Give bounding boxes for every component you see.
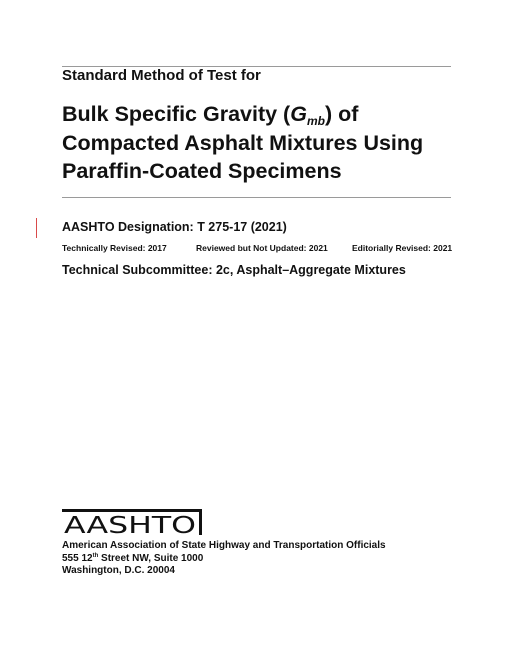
document-title bbox=[62, 100, 482, 186]
title-line-1-end: ) of bbox=[324, 102, 359, 126]
title-line-1 bbox=[62, 100, 482, 129]
street-number: 555 12 bbox=[62, 552, 93, 564]
reviewed-not-updated: Reviewed but Not Updated: 2021 bbox=[196, 243, 328, 253]
bottom-divider bbox=[62, 197, 451, 198]
gmb-symbol-subscript: mb bbox=[306, 114, 325, 128]
organization-address bbox=[62, 540, 386, 578]
organization-name: American Association of State Highway and Transportation Officials bbox=[62, 540, 386, 551]
document-kicker: Standard Method of Test for bbox=[62, 67, 261, 84]
aashto-logo bbox=[62, 509, 202, 535]
technically-revised: Technically Revised: 2017 bbox=[62, 243, 167, 253]
technical-subcommittee: Technical Subcommittee: 2c, Asphalt–Aggregate Mixtures bbox=[62, 263, 406, 277]
aashto-designation: AASHTO Designation: T 275-17 (2021) bbox=[62, 220, 287, 234]
editorially-revised: Editorially Revised: 2021 bbox=[352, 243, 453, 253]
city-line: Washington, D.C. 20004 bbox=[62, 565, 175, 576]
title-line-3: Paraffin-Coated Specimens bbox=[62, 159, 342, 183]
gmb-symbol-main: G bbox=[290, 102, 307, 126]
revision-change-bar bbox=[36, 218, 37, 238]
ordinal-suffix: th bbox=[92, 552, 99, 559]
street-name: Street NW, Suite 1000 bbox=[98, 552, 204, 564]
gmb-symbol bbox=[290, 102, 325, 126]
aashto-logo-wordmark: AASHTO bbox=[64, 513, 196, 535]
title-line-1-start: Bulk Specific Gravity ( bbox=[62, 102, 291, 126]
street-address bbox=[62, 553, 386, 566]
title-line-2: Compacted Asphalt Mixtures Using bbox=[62, 130, 424, 155]
